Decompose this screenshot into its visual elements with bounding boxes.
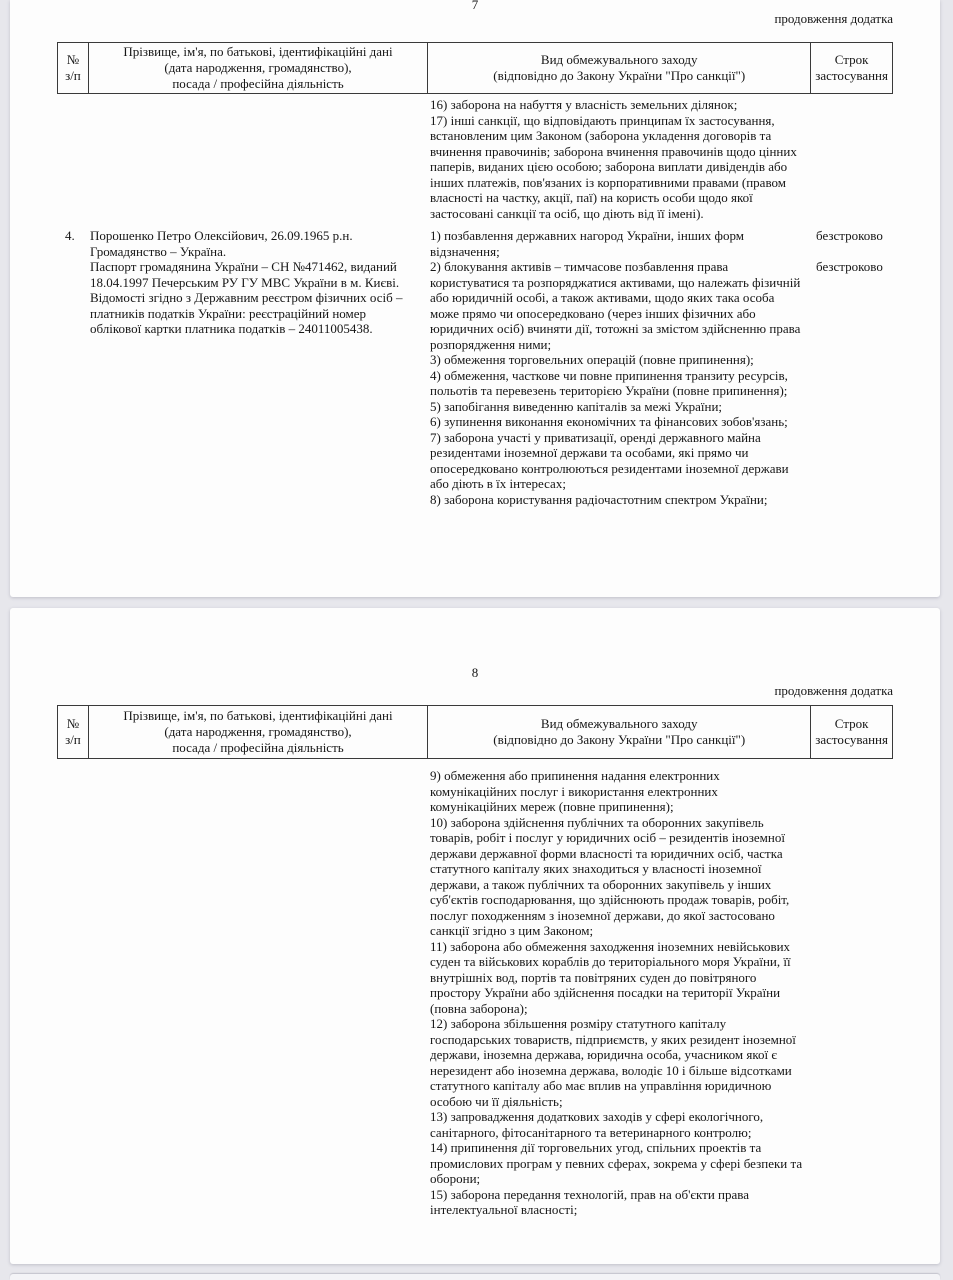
measure-item: 9) обмеження або припинення надання електронних комунікаційних послуг і використання електронних комунікаційних мереж (повне припинення); — [430, 768, 720, 814]
header-line: № — [66, 52, 80, 67]
person-line: Відомості згідно з Державним реєстром фізичних осіб – платників податків України: реєстраційний номер облікової картки платника податків – 24011005438. — [90, 290, 403, 336]
table-body — [57, 768, 893, 1218]
header-line: з/п — [65, 732, 81, 747]
measure-item: 14) припинення дії торговельних угод, спільних проектів та промислових програм у певних сферах, зокрема у сфері безпеки та оборони; — [430, 1140, 803, 1186]
column-header-person — [88, 706, 427, 758]
page-number: 8 — [471, 665, 479, 680]
measure-item: 3) обмеження торговельних операцій (повне припинення); — [430, 352, 754, 367]
measure-item: 2) блокування активів – тимчасове позбавлення права користуватися та розпоряджатися активами, що належать фізичній або юридичній особі, а також активами, щодо яких така особа може прямо чи опосередковано (через інших фізичних або юридичних осіб) вчиняти дії, тотожні за змістом здійсненню права розпорядження ними; — [430, 259, 801, 352]
header-line: (дата народження, громадянство), — [164, 724, 352, 739]
column-header-measure — [427, 43, 810, 93]
table-row — [57, 768, 893, 1218]
measure-item: 11) заборона або обмеження заходження іноземних невійськових суден та військових кораблів до територіального моря України, її внутрішніх вод, портів та повітряних суден до повітряного простору України або здійснення посадки на території України (повна заборона); — [430, 938, 791, 1016]
column-header-num — [58, 706, 88, 758]
header-line: з/п — [65, 68, 81, 83]
person-line: Порошенко Петро Олексійович, 26.09.1965 р.н. — [90, 228, 353, 243]
header-line: Вид обмежувального заходу — [540, 716, 698, 731]
header-line: (відповідно до Закону України "Про санкції") — [493, 732, 746, 747]
column-header-person — [88, 43, 427, 93]
header-line: застосування — [815, 732, 888, 747]
measure-item: 16) заборона на набуття у власність земельних ділянок; — [430, 97, 738, 112]
person-line: Громадянство – Україна. — [90, 243, 227, 259]
header-line: (дата народження, громадянство), — [164, 60, 352, 75]
header-line: посада / професійна діяльність — [172, 740, 344, 755]
measure-item: 4) обмеження, часткове чи повне припинення транзиту ресурсів, польотів та перевезень територією України (повне припинення); — [430, 367, 788, 398]
header-line: Строк — [834, 716, 869, 731]
measure-item: 10) заборона здійснення публічних та оборонних закупівель товарів, робіт і послуг у юридичних осіб – резидентів іноземної держави державної форми власності та юридичних осіб, частка статутного капіталу яких знаходиться у власності іноземної держави, а також публічних та оборонних закупівель у інших суб'єктів господарювання, що здійснюють продаж товарів, робіт, послуг походженням з іноземної держави, до якої застосовано санкції згідно з цим Законом; — [430, 814, 790, 938]
measure-item: 5) запобігання виведенню капіталів за межі України; — [430, 398, 723, 414]
term-value: безстроково — [816, 259, 883, 274]
document-page-7 — [10, 0, 940, 597]
column-header-term — [810, 706, 892, 758]
header-line: (відповідно до Закону України "Про санкції") — [493, 68, 746, 83]
person-line: Паспорт громадянина України – СН №471462, виданий 18.04.1997 Печерським РУ ГУ МВС України в м. Києві. — [90, 259, 400, 290]
measure-item: 15) заборона передання технологій, прав на об'єкти права інтелектуальної власності; — [430, 1186, 750, 1217]
next-page-edge — [10, 1274, 940, 1280]
table-header — [57, 42, 893, 94]
document-page-8 — [10, 608, 940, 1264]
measure-item: 17) інші санкції, що відповідають принципам їх застосування, встановленим цим Законом (заборона укладення договорів та вчинення правочинів; заборона вчинення правочинів щодо цінних паперів, виданих цією особою; заборона виплати дивідендів або інших платежів, пов'язаних із корпоративними правами (правом власності на частку, акції, паї) на користь особи щодо якої застосовані санкції та осіб, що діють від її імені). — [430, 112, 797, 221]
column-header-measure — [427, 706, 810, 758]
cell-measures — [428, 97, 813, 221]
cell-measures — [428, 228, 813, 507]
column-header-num — [58, 43, 88, 93]
measure-item: 8) заборона користування радіочастотним спектром України; — [430, 491, 768, 507]
header-line: Прізвище, ім'я, по батькові, ідентифікаційні дані — [123, 708, 393, 723]
measure-item: 6) зупинення виконання економічних та фінансових зобов'язань; — [430, 414, 788, 429]
header-line: посада / професійна діяльність — [172, 76, 344, 91]
table-header — [57, 705, 893, 759]
header-line: застосування — [815, 68, 888, 83]
cell-measures — [428, 768, 813, 1218]
measure-item: 7) заборона участі у приватизації, оренді державного майна резидентами іноземної держави та особами, які прямо чи опосередковано контролюються резидентами іноземної держави або діють в їх інтересах; — [430, 429, 789, 491]
table-row — [57, 97, 893, 221]
header-line: Прізвище, ім'я, по батькові, ідентифікаційні дані — [123, 44, 393, 59]
header-line: Строк — [834, 52, 869, 67]
table-row — [57, 228, 893, 507]
page-number: 7 — [471, 0, 479, 12]
cell-row-number: 4. — [65, 228, 75, 243]
measure-item: 12) заборона збільшення розміру статутного капіталу господарських товариств, підприємств, у яких резидент іноземної держави, іноземна держава, юридична особа, учасником якої є нерезидент або іноземна держава, володіє 10 і більше відсотками статутного капіталу або має вплив на управління юридичною особою чи її діяльність; — [430, 1016, 796, 1109]
measure-item: 1) позбавлення державних нагород України, інших форм відзначення; — [430, 228, 744, 259]
continuation-label: продовження додатка — [774, 11, 893, 26]
term-value: безстроково — [816, 228, 883, 243]
table-body — [57, 97, 893, 507]
header-line: Вид обмежувального заходу — [540, 52, 698, 67]
cell-person — [87, 228, 428, 337]
header-line: № — [66, 716, 80, 731]
measure-item: 13) запровадження додаткових заходів у сфері екологічного, санітарного, фітосанітарного та ветеринарного контролю; — [430, 1109, 764, 1140]
continuation-label: продовження додатка — [774, 683, 893, 698]
column-header-term — [810, 43, 892, 93]
